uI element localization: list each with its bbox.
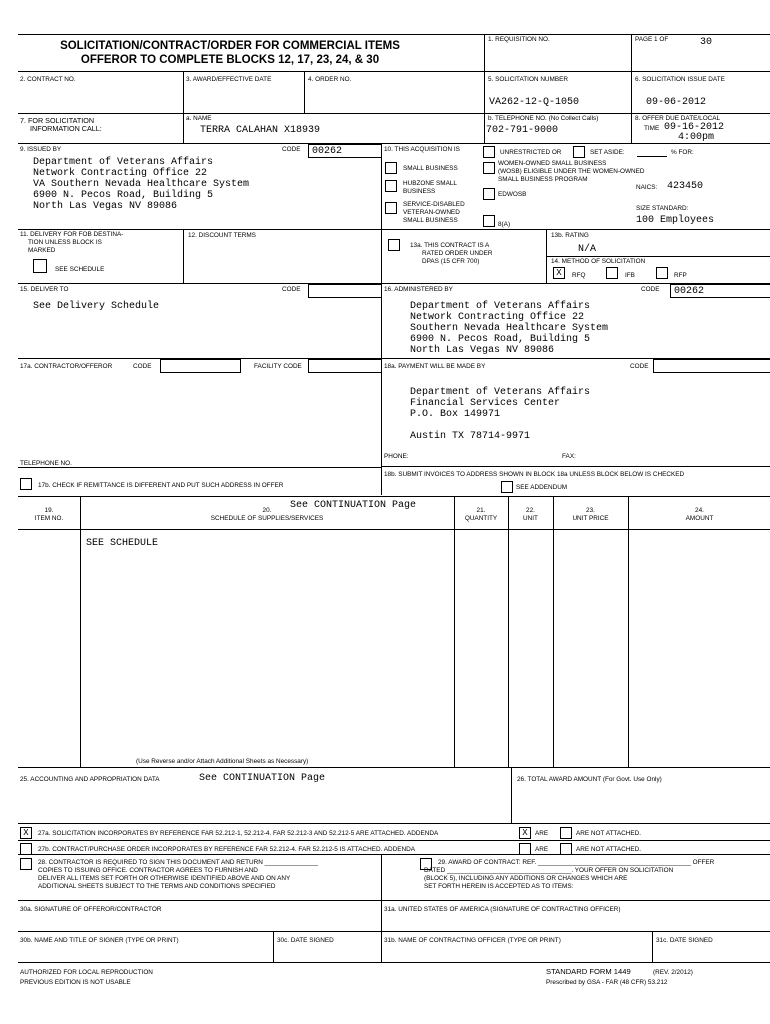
submit-invoices-label: 18b. SUBMIT INVOICES TO ADDRESS SHOWN IN BLOCK 18a UNLESS BLOCK BELOW IS CHECKED <box>384 471 685 478</box>
ifb-checkbox[interactable] <box>606 267 618 279</box>
solicitation-number-label: 5. SOLICITATION NUMBER <box>488 76 569 83</box>
see-addendum-label: SEE ADDENDUM <box>516 484 568 491</box>
rule <box>183 71 184 113</box>
rule <box>18 283 770 284</box>
officer-name-31b-label: 31b. NAME OF CONTRACTING OFFICER (TYPE OR PRINT) <box>384 937 561 944</box>
addenda-27b-are-not-checkbox[interactable] <box>560 843 572 855</box>
addenda-are-not-label: ARE NOT ATTACHED. <box>576 830 641 837</box>
remittance-checkbox[interactable] <box>20 478 32 490</box>
amount-header: 24. AMOUNT <box>685 507 714 522</box>
page-label: PAGE 1 OF <box>635 36 669 43</box>
admin-line: Department of Veterans Affairs <box>410 301 591 312</box>
date-30c-label: 30c. DATE SIGNED <box>277 937 334 944</box>
continuation-note: See CONTINUATION Page <box>290 500 417 511</box>
accounting-label: 25. ACCOUNTING AND APPROPRIATION DATA <box>20 776 160 783</box>
rule <box>553 496 554 767</box>
deliver-to-value: See Delivery Schedule <box>33 301 160 312</box>
rule <box>304 71 305 113</box>
size-standard-value[interactable]: 100 Employees <box>636 215 715 226</box>
telephone-no-label: TELEPHONE NO. <box>20 460 72 467</box>
offer-due-time[interactable]: 4:00pm <box>678 132 715 143</box>
rule <box>484 113 485 143</box>
addenda-27b-are-not-label: ARE NOT ATTACHED. <box>576 846 641 853</box>
edwosb-label: EDWOSB <box>498 191 527 198</box>
hubzone-checkbox[interactable] <box>385 180 397 192</box>
admin-line: North Las Vegas NV 89086 <box>410 345 555 356</box>
remittance-label: 17b. CHECK IF REMITTANCE IS DIFFERENT AND PUT SUCH ADDRESS IN OFFER <box>38 482 284 489</box>
signature-30a-label: 30a. SIGNATURE OF OFFEROR/CONTRACTOR <box>20 906 162 913</box>
admin-code-label: CODE <box>641 286 660 293</box>
rule <box>183 113 184 143</box>
rule <box>511 767 512 823</box>
addenda-27b-are-checkbox[interactable] <box>519 843 531 855</box>
contractor-code-field[interactable] <box>160 359 241 373</box>
set-aside-label: SET ASIDE: <box>590 149 625 156</box>
deliver-to-label: 15. DELIVER TO <box>20 286 69 293</box>
rule <box>18 823 770 824</box>
admin-line: Network Contracting Office 22 <box>410 312 585 323</box>
rfp-checkbox[interactable] <box>656 267 668 279</box>
fax-label: FAX: <box>562 453 576 460</box>
rule <box>381 466 770 467</box>
rating-value[interactable]: N/A <box>578 244 597 255</box>
contractor-label: 17a. CONTRACTOR/OFFEROR <box>20 363 113 370</box>
eight-a-label: 8(A) <box>498 221 511 228</box>
rule <box>18 931 770 932</box>
payment-line: Department of Veterans Affairs <box>410 387 591 398</box>
issued-by-label: 9. ISSUED BY <box>20 146 62 153</box>
contract-no-label: 2. CONTRACT NO. <box>20 76 76 83</box>
contact-phone[interactable]: 702-791-9000 <box>486 125 559 136</box>
sdvosb-label: SERVICE-DISABLED VETERAN-OWNED SMALL BUSINESS <box>403 201 465 224</box>
rule <box>631 113 632 143</box>
rule <box>18 496 770 497</box>
unit-price-header: 23. UNIT PRICE <box>572 507 609 522</box>
prescribed-by: Prescribed by GSA - FAR (48 CFR) 53.212 <box>546 979 668 986</box>
signer-name-30b-label: 30b. NAME AND TITLE OF SIGNER (TYPE OR PRINT) <box>20 937 179 944</box>
form-revision: (REV. 2/2012) <box>653 969 693 976</box>
rfq-checkbox[interactable]: X <box>553 267 565 279</box>
form-title-line2: OFFEROR TO COMPLETE BLOCKS 12, 17, 23, 24, & 30 <box>80 54 380 66</box>
admin-line: Southern Nevada Healthcare System <box>410 323 609 334</box>
rule <box>381 854 382 962</box>
rule <box>18 767 770 768</box>
addenda-are-label: ARE <box>535 830 549 837</box>
sdvosb-checkbox[interactable] <box>385 202 397 214</box>
issued-by-code-field[interactable] <box>308 144 382 158</box>
payment-code-label: CODE <box>630 363 649 370</box>
facility-code-field[interactable] <box>308 359 382 373</box>
payment-code-field[interactable] <box>653 359 770 373</box>
phone-label: PHONE: <box>384 453 409 460</box>
clause-28-checkbox[interactable] <box>20 858 32 870</box>
clause-27a-label: 27a. SOLICITATION INCORPORATES BY REFERENCE FAR 52.212-1, 52.212-4. FAR 52.212-3 AND 52.212-5 ARE ATTACHED. ADDENDA <box>38 830 439 837</box>
wosb-checkbox[interactable] <box>483 162 495 174</box>
issue-date[interactable]: 09-06-2012 <box>646 97 707 108</box>
sheets-note: (Use Reverse and/or Attach Additional Sheets as Necessary) <box>136 758 309 765</box>
clause-27b-checkbox[interactable] <box>20 843 32 855</box>
set-aside-checkbox[interactable] <box>573 146 585 158</box>
small-business-label: SMALL BUSINESS <box>403 165 458 172</box>
rule <box>18 113 770 114</box>
percent-for-label: % FOR: <box>671 149 694 156</box>
addenda-are-checkbox[interactable]: X <box>519 827 531 839</box>
issued-by-line: 6900 N. Pecos Road, Building 5 <box>33 190 214 201</box>
rule <box>18 840 770 841</box>
facility-code-label: FACILITY CODE <box>254 363 302 370</box>
issued-by-code-label: CODE <box>282 146 301 153</box>
admin-line: 6900 N. Pecos Road, Building 5 <box>410 334 591 345</box>
info-call-label: 7. FOR SOLICITATION INFORMATION CALL: <box>20 116 102 133</box>
rule <box>508 496 509 767</box>
eight-a-checkbox[interactable] <box>483 215 495 227</box>
ifb-label: IFB <box>625 272 635 279</box>
unit-header: 22. UNIT <box>523 507 538 522</box>
percent-blank[interactable] <box>637 156 667 157</box>
size-standard-label: SIZE STANDARD: <box>636 205 689 212</box>
naics-value[interactable]: 423450 <box>667 181 704 192</box>
unrestricted-checkbox[interactable] <box>483 146 495 158</box>
form-title <box>20 39 440 67</box>
accounting-value: See CONTINUATION Page <box>199 773 326 784</box>
page-total: 30 <box>700 37 713 48</box>
issued-by-code: 00262 <box>312 146 343 157</box>
edwosb-checkbox[interactable] <box>483 188 495 200</box>
rated-order-label: 13a. THIS CONTRACT IS A RATED ORDER UNDER DPAS (15 CFR 700) <box>410 242 493 265</box>
wosb-label: WOMEN-OWNED SMALL BUSINESS (WOSB) ELIGIBLE UNDER THE WOMEN-OWNED SMALL BUSINESS PROGRAM <box>498 160 645 183</box>
date-31c-label: 31c. DATE SIGNED <box>656 937 713 944</box>
solicitation-number[interactable]: VA262-12-Q-1050 <box>489 97 580 108</box>
small-business-checkbox[interactable] <box>385 162 397 174</box>
payment-line: Financial Services Center <box>410 398 561 409</box>
addenda-are-not-checkbox[interactable] <box>560 827 572 839</box>
clause-28-text: 28. CONTRACTOR IS REQUIRED TO SIGN THIS DOCUMENT AND RETURN _______________ COPIES TO ISSUING OFFICE. CONTRACTOR AGREES TO FURNISH AND DELIVER ALL ITEMS SET FORTH OR OTHERWISE IDENTIFIED ABOVE AND ON ANY ADDITIONAL SHEETS SUBJECT TO THE TERMS AND CONDITIONS SPECIFIED <box>38 859 318 890</box>
rating-label: 13b. RATING <box>551 232 589 239</box>
rule <box>18 854 770 855</box>
naics-label: NAICS: <box>636 184 658 191</box>
bottom-border <box>18 962 770 963</box>
total-award-label: 26. TOTAL AWARD AMOUNT (For Govt. Use Only) <box>517 776 662 783</box>
requisition-label: 1. REQUISITION NO. <box>488 36 550 43</box>
rule <box>546 256 770 257</box>
rfq-label: RFQ <box>572 272 586 279</box>
issued-by-line: Network Contracting Office 22 <box>33 168 208 179</box>
form-name: STANDARD FORM 1449 <box>546 967 631 976</box>
deliver-code-field[interactable] <box>308 284 382 298</box>
payment-line: P.O. Box 149971 <box>410 409 501 420</box>
rule <box>18 900 770 901</box>
issued-by-line: VA Southern Nevada Healthcare System <box>33 179 250 190</box>
telephone-label: b. TELEPHONE NO. (No Collect Calls) <box>488 115 599 122</box>
issued-by-line: North Las Vegas NV 89086 <box>33 201 178 212</box>
offer-due-date[interactable]: 09-16-2012 <box>664 122 725 133</box>
rule <box>484 34 485 113</box>
time-label: TIME <box>644 125 660 132</box>
rule <box>273 931 274 962</box>
supplies-header: 20. SCHEDULE OF SUPPLIES/SERVICES <box>210 507 324 522</box>
admin-code-field[interactable] <box>670 284 770 298</box>
rule <box>80 496 81 767</box>
rule <box>183 229 184 283</box>
contact-name[interactable]: TERRA CALAHAN X18939 <box>200 125 321 136</box>
signature-31a-label: 31a. UNITED STATES OF AMERICA (SIGNATURE OF CONTRACTING OFFICER) <box>384 906 621 913</box>
issued-by-line: Department of Veterans Affairs <box>33 157 214 168</box>
discount-terms-label: 12. DISCOUNT TERMS <box>188 232 256 239</box>
payment-line: Austin TX 78714-9971 <box>410 431 531 442</box>
admin-code: 00262 <box>674 286 705 297</box>
rule <box>631 34 632 113</box>
item-no-header: 19. ITEM NO. <box>34 507 64 522</box>
schedule-body: SEE SCHEDULE <box>86 538 159 549</box>
rule <box>18 143 770 144</box>
rule <box>628 496 629 767</box>
addenda-27b-are-label: ARE <box>535 846 549 853</box>
rule <box>454 496 455 767</box>
rule <box>18 71 770 72</box>
order-no-label: 4. ORDER NO. <box>308 76 352 83</box>
payment-by-label: 18a. PAYMENT WILL BE MADE BY <box>384 363 486 370</box>
clause-27a-checkbox[interactable]: X <box>20 827 32 839</box>
rfp-label: RFP <box>674 272 687 279</box>
unrestricted-label: UNRESTRICTED OR <box>500 149 562 156</box>
clause-29-text: 29. AWARD OF CONTRACT: REF. ___________________________________________ OFFER DATED ___________________________________. YOUR OFFER ON SOLICITATION (BLOCK 5), INCLUDING ANY ADDITIONS OR CHANGES WHICH ARE SET FORTH HEREIN IS ACCEPTED AS TO ITEMS: <box>424 859 715 890</box>
offer-due-label: 8. OFFER DUE DATE/LOCAL <box>635 115 721 122</box>
acquisition-label: 10. THIS ACQUISITION IS <box>384 146 460 153</box>
footer-left: AUTHORIZED FOR LOCAL REPRODUCTION PREVIOUS EDITION IS NOT USABLE <box>20 969 153 986</box>
award-date-label: 3. AWARD/EFFECTIVE DATE <box>186 76 272 83</box>
see-schedule-label: SEE SCHEDULE <box>55 266 105 273</box>
clause-27b-label: 27b. CONTRACT/PURCHASE ORDER INCORPORATES BY REFERENCE FAR 52.212-4. FAR 52.212-5 IS ATTACHED. ADDENDA <box>38 846 416 853</box>
addendum-checkbox[interactable] <box>501 481 513 493</box>
deliver-code-label: CODE <box>282 286 301 293</box>
quantity-header: 21. QUANTITY <box>464 507 498 522</box>
form-title-line1: SOLICITATION/CONTRACT/ORDER FOR COMMERCIAL ITEMS <box>60 40 400 52</box>
contractor-code-label: CODE <box>133 363 152 370</box>
rule <box>18 229 770 230</box>
fob-checkbox[interactable] <box>33 259 47 273</box>
administered-by-label: 16. ADMINISTERED BY <box>384 286 453 293</box>
method-label: 14. METHOD OF SOLICITATION <box>551 258 646 265</box>
hubzone-label: HUBZONE SMALL BUSINESS <box>403 180 457 195</box>
rule <box>381 143 382 495</box>
rule <box>18 529 770 530</box>
top-border <box>18 34 770 35</box>
rated-order-checkbox[interactable] <box>388 239 400 251</box>
rule <box>18 467 381 468</box>
fob-label: 11. DELIVERY FOR FOB DESTINA- TION UNLESS BLOCK IS MARKED <box>20 231 124 254</box>
name-label: a. NAME <box>186 115 212 122</box>
rule <box>652 931 653 962</box>
issue-date-label: 6. SOLICITATION ISSUE DATE <box>635 76 725 83</box>
